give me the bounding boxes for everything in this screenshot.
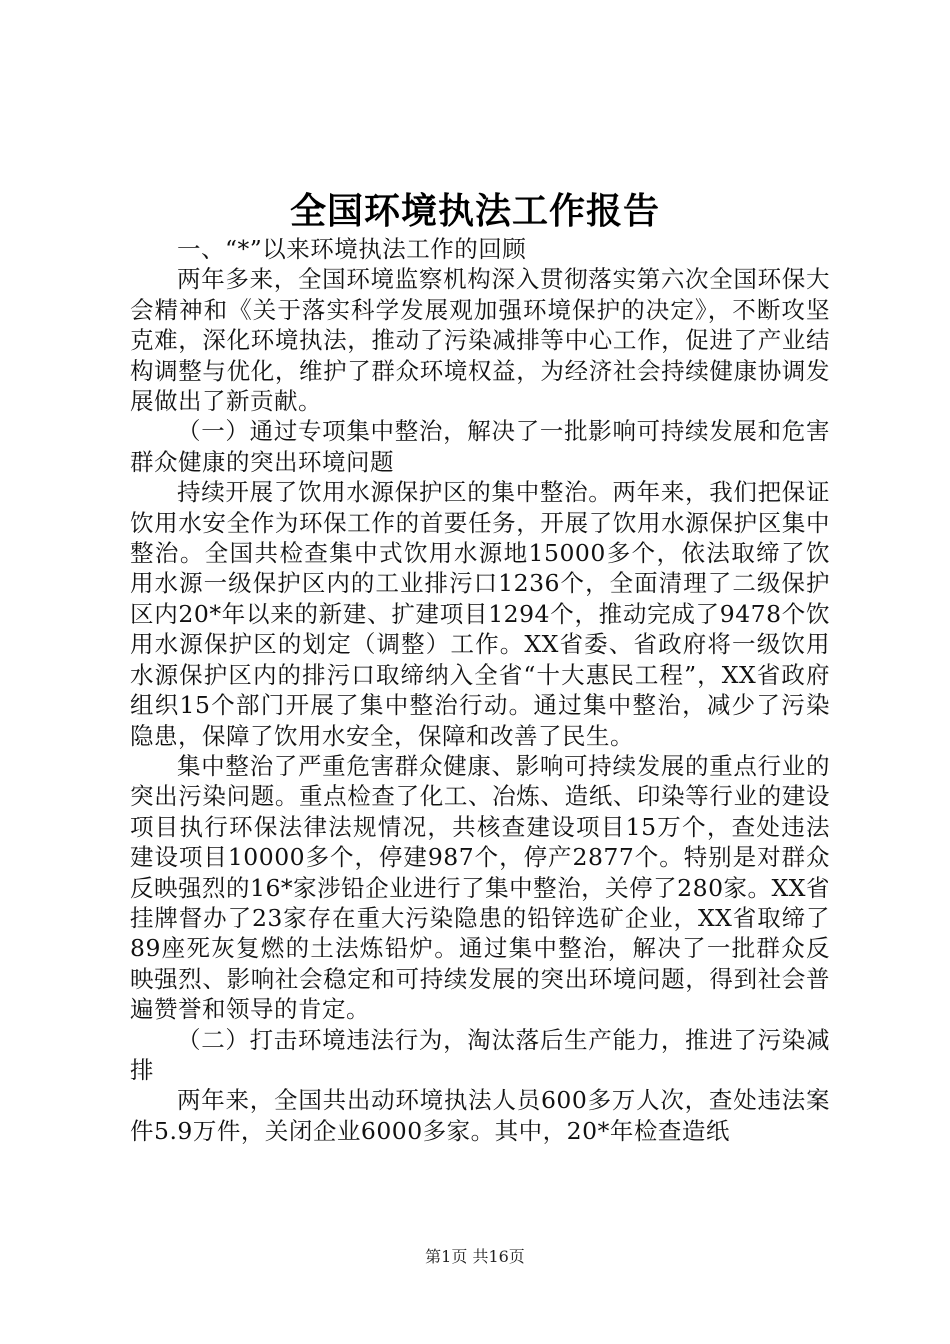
subsection-heading-2: （二）打击环境违法行为，淘汰落后生产能力，推进了污染减排 — [130, 1025, 830, 1084]
document-title: 全国环境执法工作报告 — [289, 191, 660, 232]
paragraph-water-source: 持续开展了饮用水源保护区的集中整治。两年来，我们把保证饮用水安全作为环保工作的首要任务，开展了饮用水源保护区集中整治。全国共检查集中式饮用水源地15000多个，依法取缔了饮用水源一级保护区内的工业排污口1236个，全面清理了二级保护区内20*年以来的新建、扩建项目1294个，推动完成了9478个饮用水源保护区的划定（调整）工作。XX省委、省政府将一级饮用水源保护区内的排污口取缔纳入全省“十大惠民工程”，XX省政府组织15个部门开展了集中整治行动。通过集中整治，减少了污染隐患，保障了饮用水安全，保障和改善了民生。 — [130, 478, 830, 750]
paragraph-intro: 两年多来，全国环境监察机构深入贯彻落实第六次全国环保大会精神和《关于落实科学发展观加强环境保护的决定》，不断攻坚克难，深化环境执法，推动了污染减排等中心工作，促进了产业结构调整与优化，维护了群众环境权益，为经济社会持续健康协调发展做出了新贡献。 — [130, 265, 830, 416]
paragraph-industry: 集中整治了严重危害群众健康、影响可持续发展的重点行业的突出污染问题。重点检查了化工、冶炼、造纸、印染等行业的建设项目执行环保法律法规情况，共核查建设项目15万个，查处违法建设项目10000多个，停建987个，停产2877个。特别是对群众反映强烈的16*家涉铅企业进行了集中整治，关停了280家。XX省挂牌督办了23家存在重大污染隐患的铅锌选矿企业，XX省取缔了89座死灰复燃的土法炼铅炉。通过集中整治，解决了一批群众反映强烈、影响社会稳定和可持续发展的突出环境问题，得到社会普遍赞誉和领导的肯定。 — [130, 751, 830, 1024]
paragraph-enforcement: 两年来，全国共出动环境执法人员600多万人次，查处违法案件5.9万件，关闭企业6000多家。其中，20*年检查造纸 — [130, 1086, 830, 1145]
document-body — [130, 234, 830, 1146]
subsection-heading-1: （一）通过专项集中整治，解决了一批影响可持续发展和危害群众健康的突出环境问题 — [130, 417, 830, 476]
section-heading-1: 一、“*”以来环境执法工作的回顾 — [177, 235, 527, 263]
page-number: 第1页 共16页 — [425, 1247, 525, 1266]
